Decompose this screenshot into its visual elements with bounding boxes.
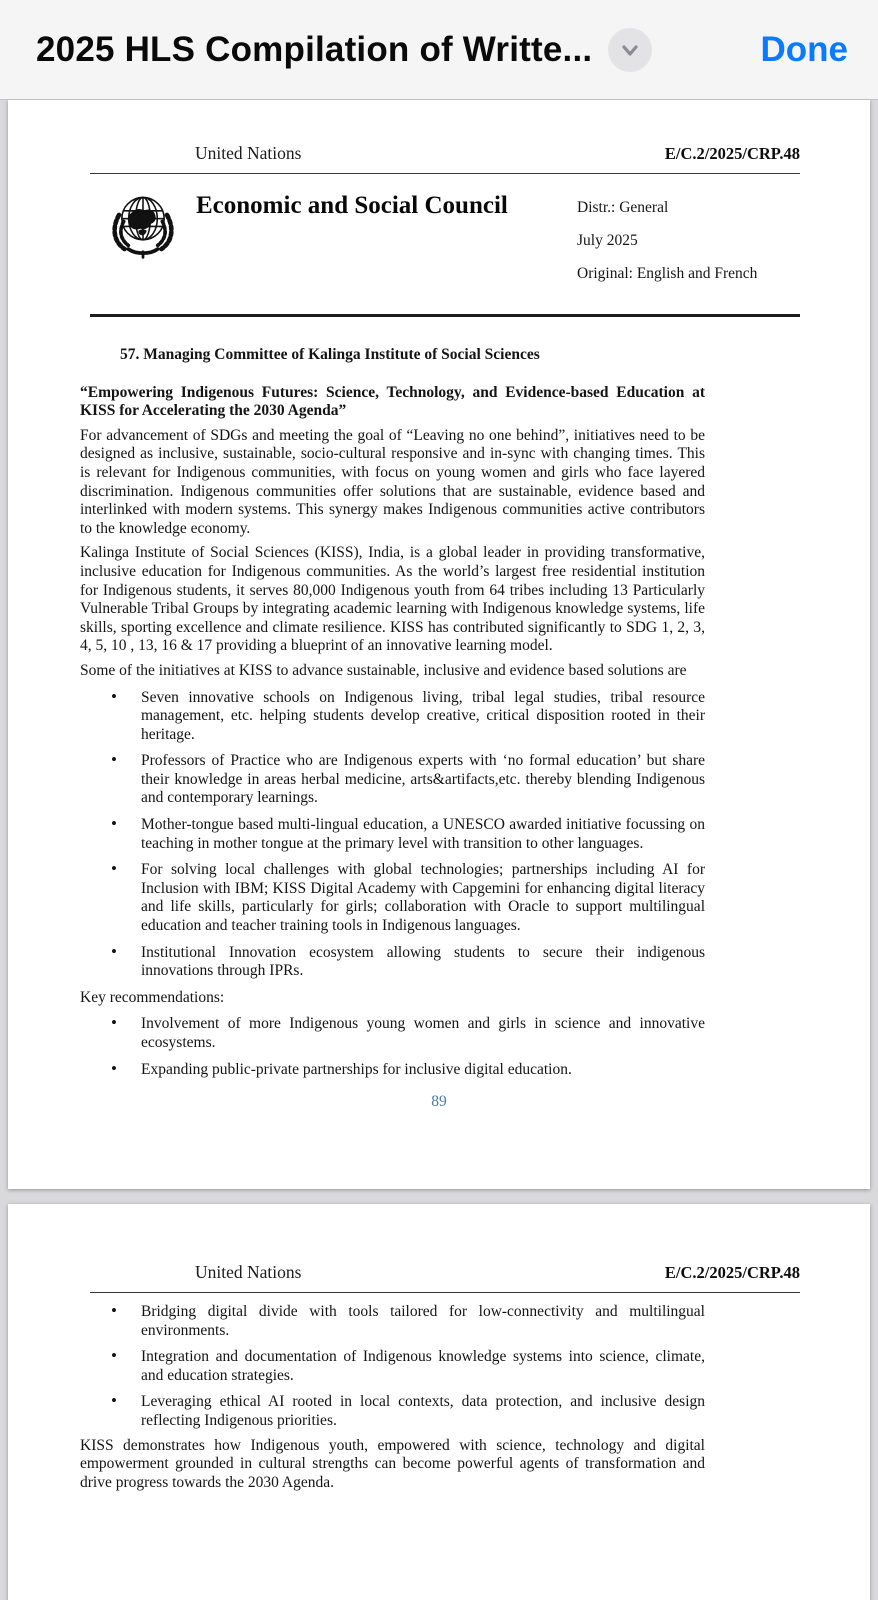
statement-title: “Empowering Indigenous Futures: Science, Technology, and Evidence-based Education at KISS for Accelerating the 2030 Agenda” [80,383,705,420]
header-rule [90,1292,800,1293]
list-item: • Expanding public-private partnerships for inclusive digital education. [80,1061,705,1080]
un-emblem-icon [108,188,178,264]
recommendations-list [80,1015,705,1079]
page2-body [80,1303,705,1492]
chevron-down-icon [617,37,643,63]
closing-paragraph: KISS demonstrates how Indigenous youth, empowered with science, technology and digital empowerment grounded in cultural strengths can become powerful agents of transformation and drive progress towards the 2030 Agenda. [80,1436,705,1491]
list-item: • Mother-tongue based multi-lingual education, a UNESCO awarded initiative focussing on teaching in mother tongue at the primary level with transition to other languages. [80,816,705,853]
header-rule-thick [90,314,800,317]
done-button[interactable]: Done [760,29,848,69]
paragraph: Kalinga Institute of Social Sciences (KISS), India, is a global leader in providing transformative, inclusive education for Indigenous communities. As the world’s largest free residential institution for Indigenous students, it serves 80,000 Indigenous youth from 64 tribes including 13 Particularly Vulnerable Tribal Groups by integrating academic learning with Indigenous knowledge systems, life skills, sporting excellence and climate resilience. KISS has contributed significantly to SDG 1, 2, 3, 4, 5, 10 , 13, 16 & 17 providing a blueprint of an innovative learning model. [80,544,705,655]
page1-body [80,346,705,1079]
continued-bullets-list [80,1303,705,1431]
list-item: • Professors of Practice who are Indigenous experts with ‘no formal education’ but share their knowledge in areas herbal medicine, arts&artifacts,etc. thereby blending Indigenous and contemporary learnings. [80,752,705,808]
united-nations-label: United Nations [195,1262,302,1282]
distribution-block [577,198,757,297]
council-title: Economic and Social Council [196,192,508,219]
original-language-line: Original: English and French [577,265,758,282]
key-recommendations-label: Key recommendations: [80,988,225,1006]
document-symbol: E/C.2/2025/CRP.48 [664,1263,800,1282]
document-title: 2025 HLS Compilation of Writte... [36,29,593,69]
toolbar [0,0,878,100]
date-line: July 2025 [577,232,638,249]
list-item: • Seven innovative schools on Indigenous living, tribal legal studies, tribal resource management, etc. helping students develop creative, critical disposition rooted in their heritage. [80,689,705,745]
page-number: 89 [431,1093,447,1111]
paragraph: For advancement of SDGs and meeting the goal of “Leaving no one behind”, initiatives need to be designed as inclusive, sustainable, socio-cultural responsive and in-sync with changing times. This is relevant for Indigenous communities, with focus on young women and girls who face layered discrimination. Indigenous communities offer solutions that are sustainable, evidence based and interlinked with modern systems. This synergy makes Indigenous communities active contributors to the knowledge economy. [80,426,705,537]
initiatives-intro: Some of the initiatives at KISS to advance sustainable, inclusive and evidence based solutions are [80,661,687,679]
initiatives-list [80,689,705,981]
distr-line: Distr.: General [577,199,669,216]
list-item: • For solving local challenges with global technologies; partnerships including AI for Inclusion with IBM; KISS Digital Academy with Capgemini for enhancing digital literacy and life skills, particularly for girls; collaboration with Oracle to support multilingual education and teacher training tools in Indigenous languages. [80,861,705,935]
list-item: • Integration and documentation of Indigenous knowledge systems into science, climate, and education strategies. [80,1348,705,1385]
section-heading: 57. Managing Committee of Kalinga Institute of Social Sciences [120,346,540,363]
document-symbol: E/C.2/2025/CRP.48 [664,144,800,163]
document-header [90,100,800,317]
list-item: • Leveraging ethical AI rooted in local contexts, data protection, and inclusive design reflecting Indigenous priorities. [80,1393,705,1430]
list-item: • Involvement of more Indigenous young women and girls in science and innovative ecosystems. [80,1015,705,1052]
title-dropdown-button[interactable] [608,28,652,72]
document-page-2 [8,1204,870,1600]
united-nations-label: United Nations [195,143,302,163]
document-viewer[interactable] [0,100,878,1600]
list-item: • Bridging digital divide with tools tailored for low-connectivity and multilingual environments. [80,1303,705,1340]
document-header [90,1204,800,1293]
document-page-1 [8,100,870,1189]
list-item: • Institutional Innovation ecosystem allowing students to secure their indigenous innovations through IPRs. [80,944,705,981]
